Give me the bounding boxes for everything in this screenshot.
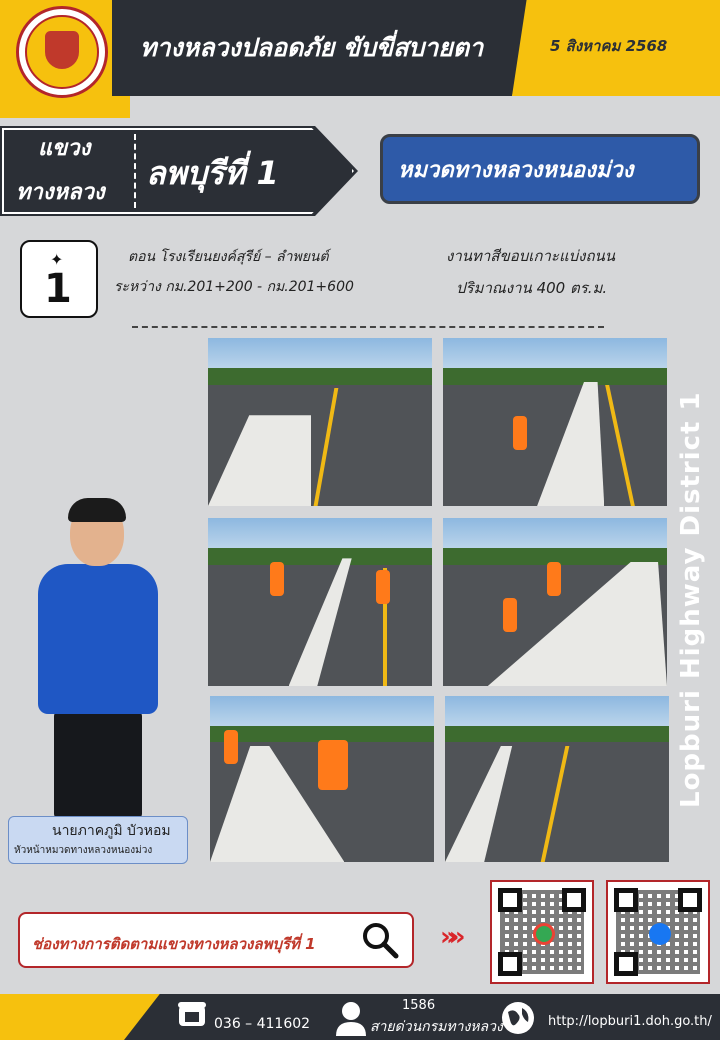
qr-code-map[interactable] xyxy=(490,880,594,984)
district-label-line1: แขวง xyxy=(38,136,91,161)
route-km-range: ระหว่าง กม.201+200 - กม.201+600 xyxy=(114,279,354,295)
work-photo xyxy=(208,338,432,506)
qr-code-facebook[interactable] xyxy=(606,880,710,984)
department-logo xyxy=(16,6,108,98)
work-photo xyxy=(443,338,667,506)
unit-name: หมวดทางหลวงหนองม่วง xyxy=(398,158,634,183)
footer-phone[interactable]: 036 – 411602 xyxy=(214,1016,311,1032)
logo-emblem xyxy=(25,15,99,89)
route-shield-icon xyxy=(20,240,98,318)
facebook-icon xyxy=(649,923,671,945)
side-label: Lopburi Highway District 1 xyxy=(676,391,706,808)
worker-figure xyxy=(270,562,284,596)
worker-figure xyxy=(376,570,390,604)
worker-figure xyxy=(224,730,238,764)
garuda-icon: ✦ xyxy=(50,250,64,269)
footer-hotline-number[interactable]: 1586 xyxy=(402,998,436,1013)
footer-website-link[interactable]: http://lopburi1.doh.go.th/ xyxy=(548,1014,712,1029)
route-section: ตอน โรงเรียนยงค์สุรีย์ – ลำพยนต์ xyxy=(128,249,329,265)
work-photo xyxy=(208,518,432,686)
search-icon[interactable] xyxy=(360,920,400,960)
worker-figure xyxy=(503,598,517,632)
person-photo xyxy=(34,500,164,818)
person-name: นายภาคภูมิ บัวหอม xyxy=(52,823,171,839)
map-pin-icon xyxy=(533,923,555,945)
work-photo xyxy=(443,518,667,686)
worker-figure xyxy=(513,416,527,450)
worker-figure xyxy=(318,740,348,790)
header-date: 5 สิงหาคม 2568 xyxy=(550,37,668,55)
header-title: ทางหลวงปลอดภัย ขับขี่สบายตา xyxy=(140,33,484,62)
globe-icon xyxy=(500,1000,536,1036)
route-number: 1 xyxy=(44,266,72,312)
worker-figure xyxy=(547,562,561,596)
work-quantity: ปริมาณงาน 400 ตร.ม. xyxy=(456,279,608,297)
arrows-icon: »» xyxy=(440,922,458,952)
work-photo xyxy=(445,696,669,862)
work-description: งานทาสีขอบเกาะแบ่งถนน xyxy=(446,247,616,265)
district-divider xyxy=(134,134,136,208)
phone-icon xyxy=(176,1000,208,1032)
hotline-icon xyxy=(334,1000,368,1036)
follow-channel-text: ช่องทางการติดตามแขวงทางหลวงลพบุรีที่ 1 xyxy=(32,935,316,953)
work-photo xyxy=(210,696,434,862)
district-label-line2: ทางหลวง xyxy=(16,180,105,205)
dashed-divider xyxy=(132,326,604,328)
logo-core-shape xyxy=(45,31,79,69)
district-name: ลพบุรีที่ 1 xyxy=(146,154,279,192)
footer-hotline-label: สายด่วนกรมทางหลวง xyxy=(370,1019,503,1035)
person-position: หัวหน้าหมวดทางหลวงหนองม่วง xyxy=(14,845,153,856)
